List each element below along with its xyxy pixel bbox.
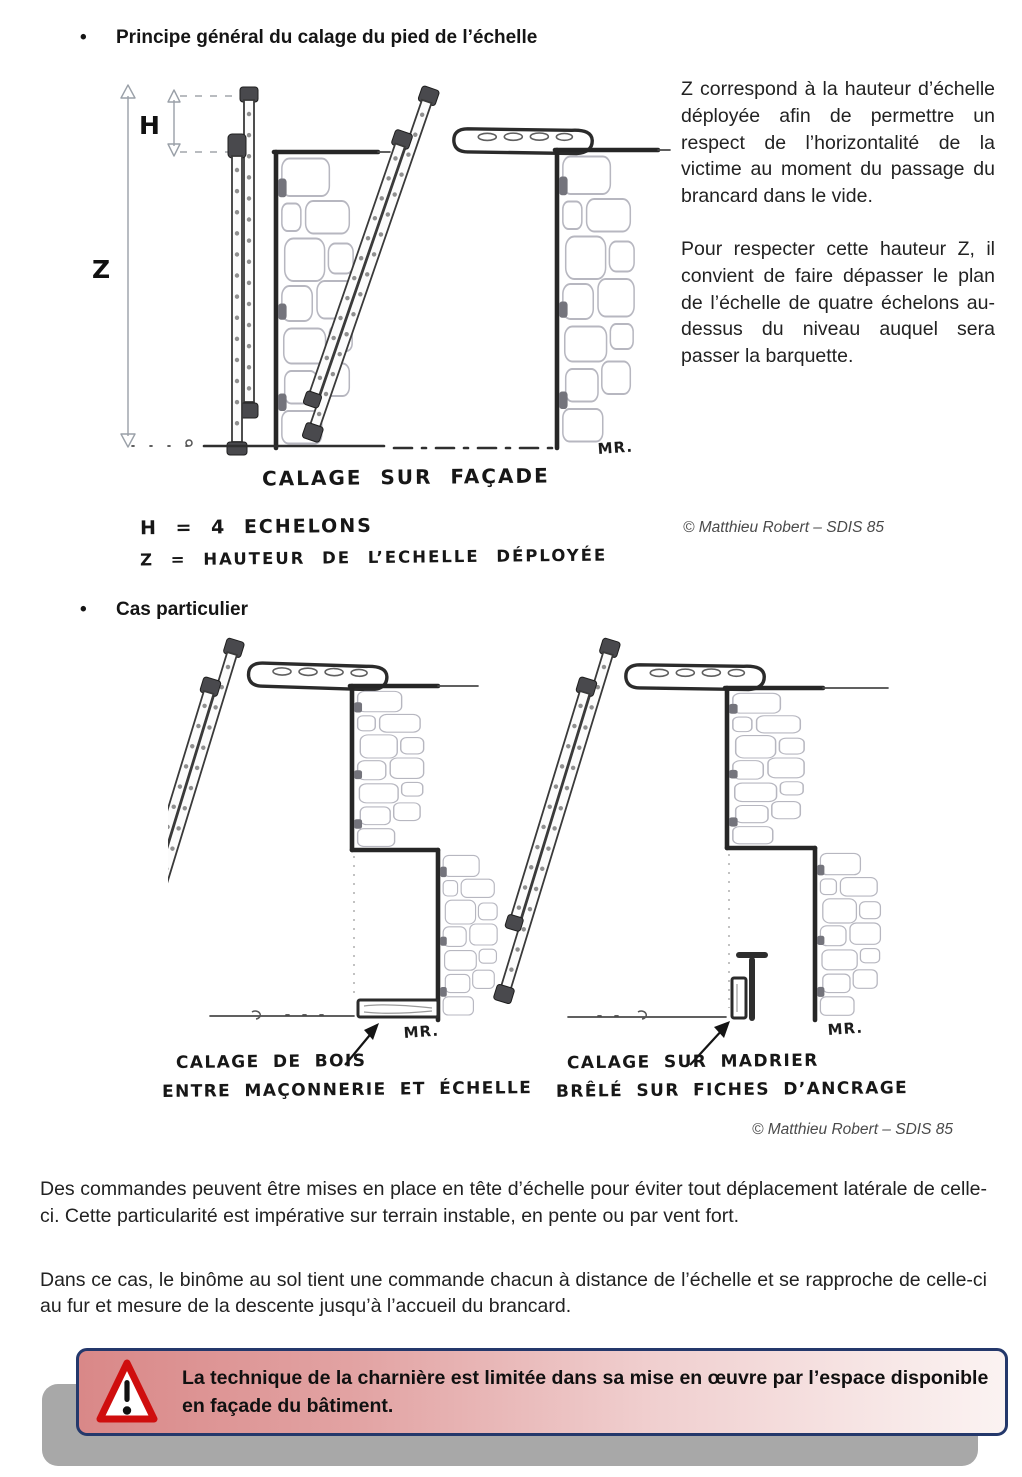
warning-triangle-icon [96,1357,158,1427]
madrier-anchor-drawing [732,955,765,1018]
dimension-arrows [92,85,238,447]
figure2-right-signature: MR. [827,1018,864,1039]
ground-line-left [210,1011,354,1019]
ladder-vertical-drawing [227,87,258,455]
bullet-glyph-2: • [80,599,87,620]
figure2-left-caption-line1: CALAGE DE BOIS [175,1051,367,1073]
figure1-legend-z: Z = HAUTEUR DE L’ECHELLE DÉPLOYÉE [139,545,608,570]
ladder-leaning-drawing-right [483,634,765,1004]
figure2-left-drawing [168,634,497,1065]
wood-wedge-drawing [358,1000,438,1017]
wall-facade-drawing-2 [394,150,670,448]
figure1-sketch [92,82,672,480]
heading-special-case [80,599,248,621]
ground-line-right [568,1011,726,1019]
body-paragraph-1: Des commandes peuvent être mises en place en tête d’échelle pour éviter tout déplacement latérale de celle-ci. Cette particularité est impérative sur terrain instable, en pente ou par vent fort. [40,1178,987,1227]
figure2-right-drawing [483,634,888,1065]
heading-principle [80,27,537,49]
body-paragraph-2: Dans ce cas, le binôme au sol tient une commande chacun à distance de l’échelle et se rapproche de celle-ci au fur et mesure de la descente jusqu’à l’accueil du brancard. [40,1268,987,1318]
ladder-leaning-drawing-left [168,634,388,1004]
figure2-right-caption-line2: BRÊLÉ SUR FICHES D’ANCRAGE [555,1078,909,1102]
figure2-left-signature: MR. [403,1021,440,1042]
aside-text-column [681,76,995,370]
aside-paragraph-2: Pour respecter cette hauteur Z, il convient de faire dépasser le plan de l’échelle de quatre échelons au-dessus du niveau auquel sera passer la barquette. [681,237,995,368]
ladder-leaning-drawing [291,82,592,443]
dim-z-label: Z [92,255,111,284]
stepped-wall-drawing-left [350,686,497,1020]
figure2-sketch [168,630,893,1072]
heading-principle-label: Principe général du calage du pied de l’échelle [116,27,538,48]
figure1-caption: CALAGE SUR FAÇADE [261,463,550,491]
figure1-signature: MR. [597,437,634,458]
barquette-drawing [453,124,593,159]
figure1-legend-h: H = 4 ECHELONS [139,514,373,540]
heading-special-case-label: Cas particulier [116,599,248,620]
bullet-glyph: • [80,27,87,48]
warning-text: La technique de la charnière est limitée dans sa mise en œuvre par l’espace disponible en façade du bâtiment. [182,1366,989,1417]
figure2-left-caption-line2: ENTRE MAÇONNERIE ET ÉCHELLE [161,1078,533,1102]
figure2-credit: © Matthieu Robert – SDIS 85 [752,1121,953,1138]
figure1-credit: © Matthieu Robert – SDIS 85 [683,519,884,536]
figure2-right-caption-line1: CALAGE SUR MADRIER [566,1050,819,1074]
barquette-drawing-left [248,658,388,695]
body-text [40,1176,987,1320]
aside-paragraph-1: Z correspond à la hauteur d’échelle déployée afin de permettre un respect de l’horizontalité de la victime au moment du passage du brancard dans le vide. [681,78,995,208]
warning-box [76,1348,1008,1436]
dim-h-label: H [139,111,160,140]
